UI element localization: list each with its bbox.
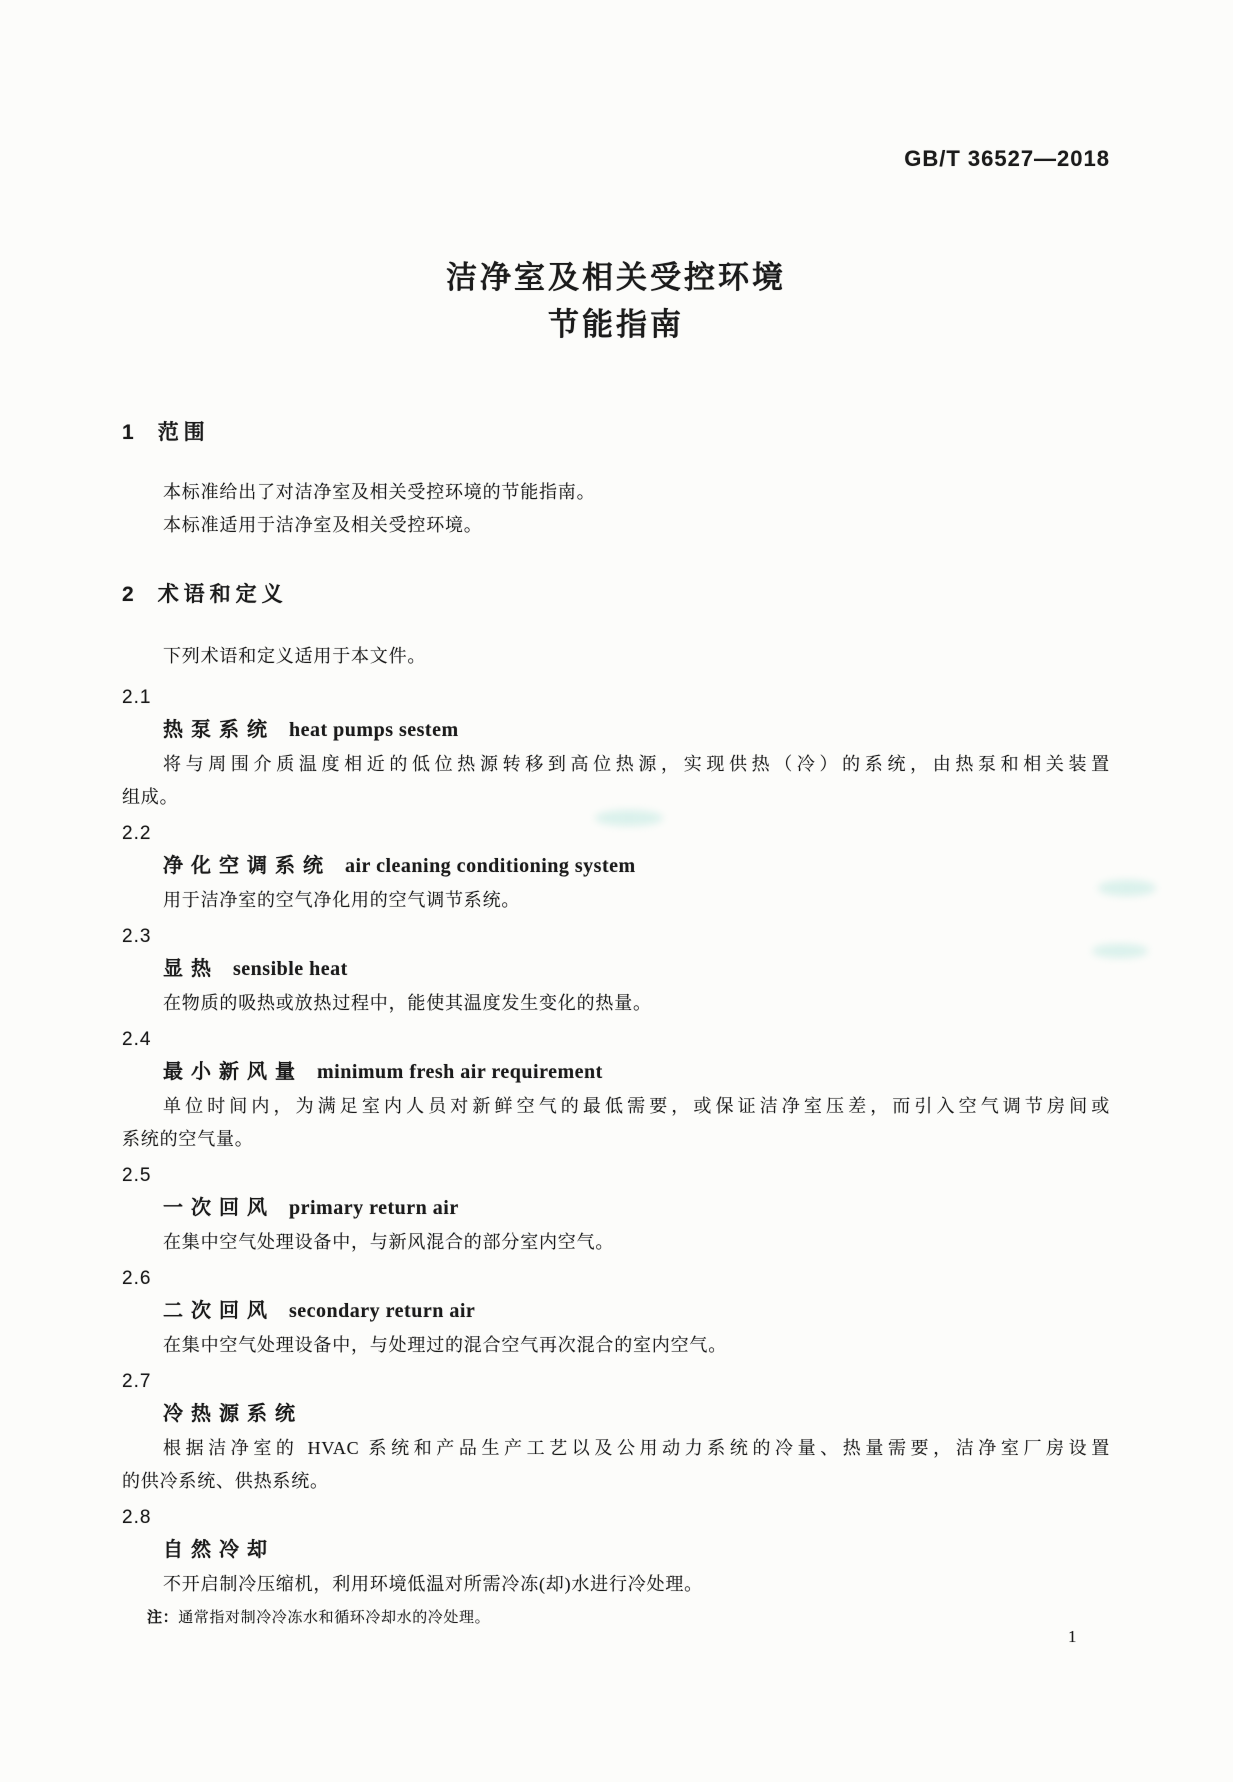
terms-intro: 下列术语和定义适用于本文件。	[163, 646, 427, 666]
term-name-en: air cleaning conditioning system	[345, 855, 636, 877]
note-label: 注：	[147, 1609, 179, 1626]
term-entry-2-3	[122, 920, 1110, 1020]
term-number: 2.8	[122, 1507, 152, 1528]
section-2-number: 2	[122, 583, 134, 606]
scope-paragraph: 本标准适用于洁净室及相关受控环境。	[163, 515, 483, 535]
section-1-number: 1	[122, 421, 134, 444]
term-number: 2.2	[122, 823, 152, 844]
term-definition-line: 将与周围介质温度相近的低位热源转移到高位热源，实现供热（冷）的系统，由热泵和相关装置	[163, 754, 1110, 774]
document-title-line2: 节能指南	[548, 307, 684, 342]
term-number: 2.6	[122, 1268, 152, 1289]
term-heading	[122, 1398, 1110, 1432]
term-name-en: minimum fresh air requirement	[317, 1061, 603, 1083]
term-heading	[122, 953, 1110, 987]
term-number: 2.4	[122, 1029, 152, 1050]
term-name-en: secondary return air	[289, 1300, 476, 1322]
term-definition-line: 系统的空气量。	[122, 1129, 254, 1149]
term-entry-2-7	[122, 1365, 1110, 1498]
term-heading	[122, 1056, 1110, 1090]
term-note	[147, 1601, 1110, 1635]
section-1-label: 范围	[157, 421, 210, 444]
scope-paragraph: 本标准给出了对洁净室及相关受控环境的节能指南。	[163, 482, 596, 502]
term-name-zh: 冷热源系统	[163, 1403, 303, 1425]
standard-number: GB/T 36527—2018	[904, 146, 1110, 171]
term-number: 2.7	[122, 1371, 152, 1392]
term-heading	[122, 1534, 1110, 1568]
section-1-heading	[122, 420, 1110, 446]
term-name-en: primary return air	[289, 1197, 459, 1219]
term-number: 2.1	[122, 687, 152, 708]
term-definition-line: 根据洁净室的 HVAC 系统和产品生产工艺以及公用动力系统的冷量、热量需要，洁净室厂房设置	[163, 1438, 1110, 1458]
term-number: 2.5	[122, 1165, 152, 1186]
term-name-zh: 二次回风	[163, 1300, 275, 1322]
term-number: 2.3	[122, 926, 152, 947]
term-name-en: heat pumps sestem	[289, 719, 459, 741]
term-name-zh: 净化空调系统	[163, 855, 331, 877]
term-name-zh: 显热	[163, 958, 219, 980]
note-text: 通常指对制冷冷冻水和循环冷却水的冷处理。	[178, 1610, 491, 1626]
term-name-en: sensible heat	[233, 958, 348, 980]
term-entry-2-1	[122, 681, 1110, 814]
document-title	[122, 254, 1110, 348]
term-definition-line: 在集中空气处理设备中，与新风混合的部分室内空气。	[163, 1232, 615, 1252]
terms-list	[122, 681, 1110, 1635]
term-definition-line: 组成。	[122, 787, 179, 807]
term-entry-2-4	[122, 1023, 1110, 1156]
term-definition-line: 在物质的吸热或放热过程中，能使其温度发生变化的热量。	[163, 993, 652, 1013]
section-2-heading	[122, 582, 1110, 608]
term-definition-line: 不开启制冷压缩机，利用环境低温对所需冷冻(却)水进行冷处理。	[163, 1574, 703, 1594]
term-definition-line: 的供冷系统、供热系统。	[122, 1471, 329, 1491]
term-heading	[122, 714, 1110, 748]
term-name-zh: 一次回风	[163, 1197, 275, 1219]
term-entry-2-6	[122, 1262, 1110, 1362]
page-number: 1	[1068, 1627, 1077, 1646]
term-name-zh: 自然冷却	[163, 1539, 275, 1561]
term-definition-line: 单位时间内，为满足室内人员对新鲜空气的最低需要，或保证洁净室压差，而引入空气调节房间或	[163, 1096, 1110, 1116]
term-definition-line: 在集中空气处理设备中，与处理过的混合空气再次混合的室内空气。	[163, 1335, 727, 1355]
section-1-body	[122, 476, 1110, 542]
term-heading	[122, 1192, 1110, 1226]
term-name-zh: 热泵系统	[163, 719, 275, 741]
term-name-zh: 最小新风量	[163, 1061, 303, 1083]
term-entry-2-2	[122, 817, 1110, 917]
document-title-line1: 洁净室及相关受控环境	[446, 260, 786, 295]
term-heading	[122, 1295, 1110, 1329]
term-entry-2-8	[122, 1501, 1110, 1635]
term-entry-2-5	[122, 1159, 1110, 1259]
section-2-label: 术语和定义	[157, 583, 288, 606]
term-definition-line: 用于洁净室的空气净化用的空气调节系统。	[163, 890, 521, 910]
term-heading	[122, 850, 1110, 884]
